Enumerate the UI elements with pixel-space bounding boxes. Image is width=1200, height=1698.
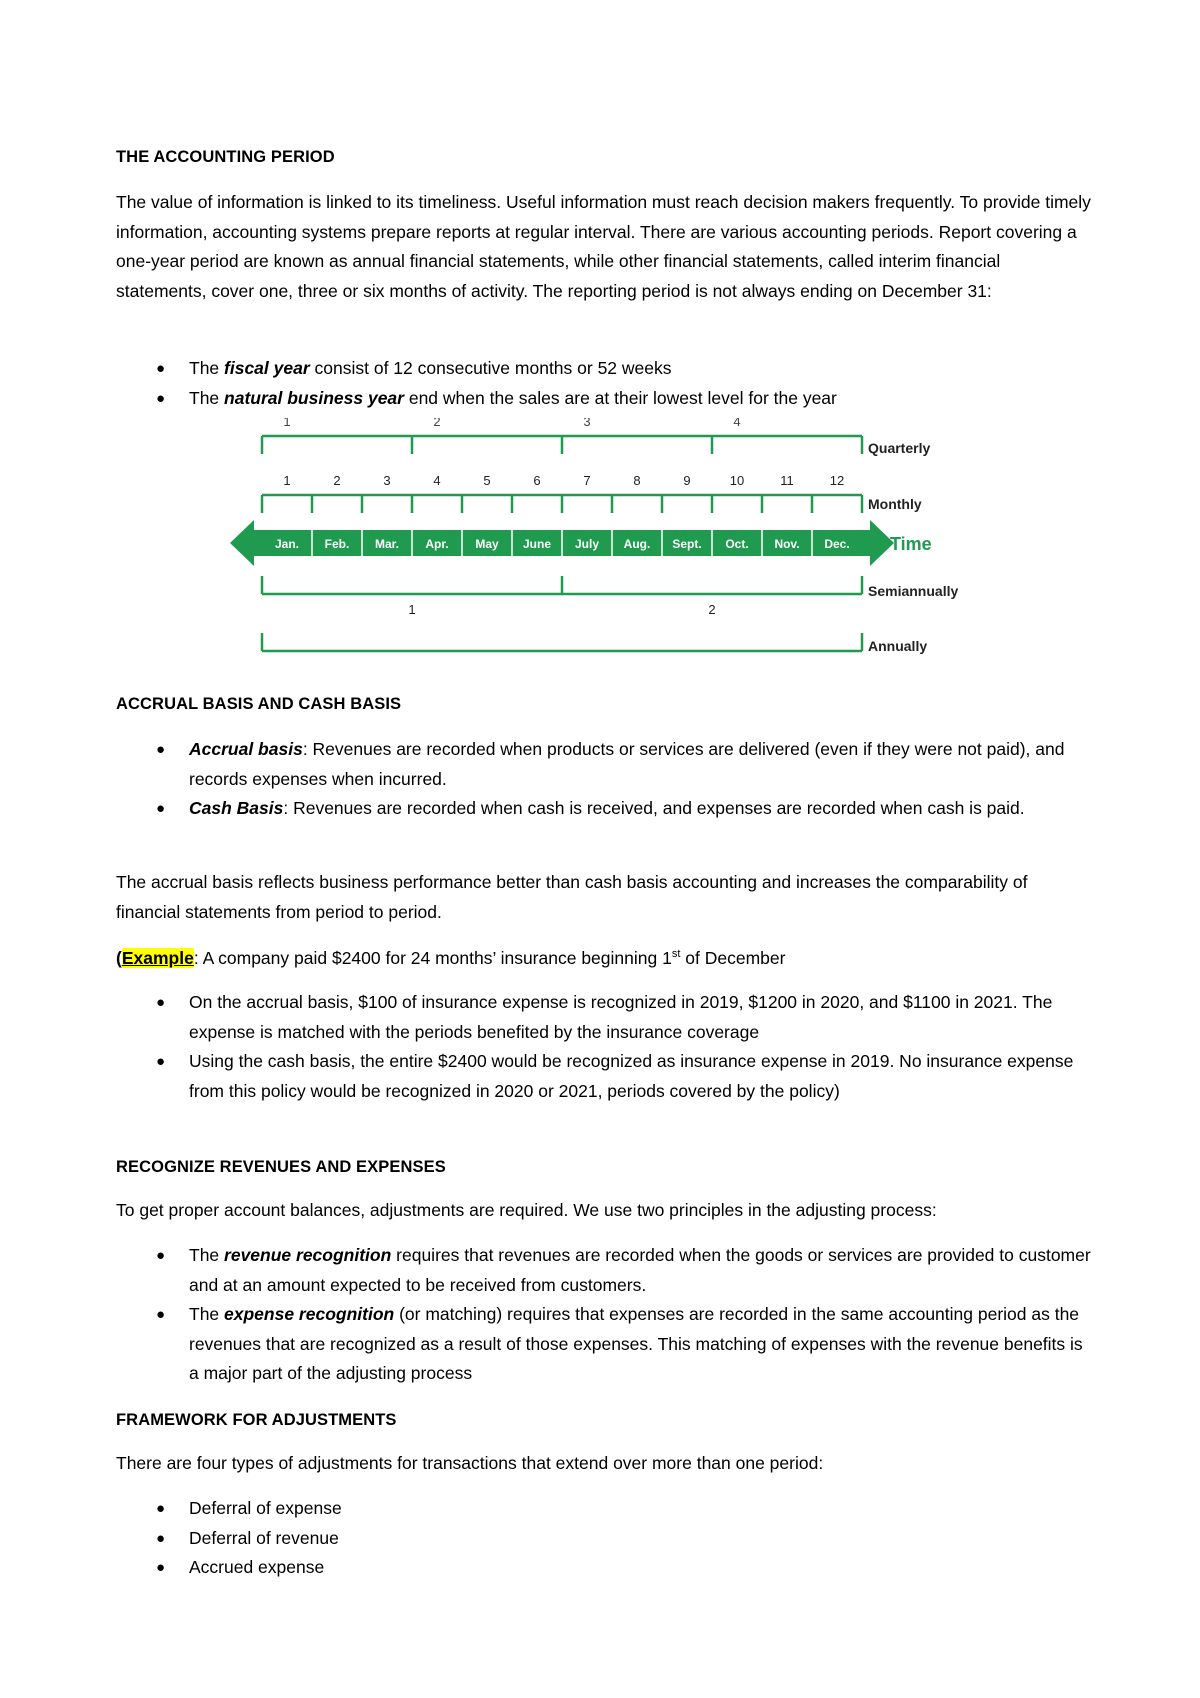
month-label: Aug. <box>623 537 651 551</box>
recognize-paragraph: To get proper account balances, adjustments are required. We use two principles in the adjusting process: <box>116 1200 937 1220</box>
list-item: ● Cash Basis: Revenues are recorded when cash is received, and expenses are recorded when cash is paid. <box>116 794 1096 824</box>
term-revenue-recognition: revenue recognition <box>224 1245 392 1265</box>
term-expense-recognition: expense recognition <box>224 1304 395 1324</box>
month-number-label: 3 <box>383 473 391 488</box>
monthly-bracket <box>262 495 862 513</box>
bullet-icon: ● <box>156 1529 166 1547</box>
month-label: May <box>475 537 499 551</box>
term-accrual-basis: Accrual basis <box>189 739 303 759</box>
month-number-label: 6 <box>533 473 541 488</box>
list-item: ● Using the cash basis, the entire $2400 would be recognized as insurance expense in 2019. No insurance expense from this policy would be recognized in 2020 or 2021, periods covered by the policy) <box>116 1047 1096 1106</box>
example-bullets <box>116 988 1096 1106</box>
month-label: July <box>574 537 600 551</box>
month-number-label: 7 <box>583 473 591 488</box>
month-number-label: 2 <box>333 473 341 488</box>
annually-label: Annually <box>868 638 928 654</box>
quarter-label: 4 <box>733 418 741 429</box>
month-label: Nov. <box>774 537 800 551</box>
month-number-label: 4 <box>433 473 441 488</box>
term-fiscal-year: fiscal year <box>224 358 310 378</box>
half-labels <box>408 602 715 617</box>
month-number-label: 12 <box>829 473 845 488</box>
month-number-label: 9 <box>683 473 691 488</box>
bullet-icon: ● <box>156 389 166 407</box>
quarter-labels <box>283 418 740 429</box>
month-number-label: 10 <box>729 473 745 488</box>
half-label: 1 <box>408 602 416 617</box>
accounting-period-timeline <box>230 418 970 658</box>
accounting-period-bullets <box>116 354 1096 413</box>
accounting-period-paragraph: The value of information is linked to its timeliness. Useful information must reach decision makers frequently. To provide timely information, accounting systems prepare reports at regular interval. There are various accounting periods. Report covering a one-year period are known as annual financial statements, while other financial statements, called interim financial statements, cover one, three or six months of activity. The reporting period is not always ending on December 31: <box>116 192 1091 301</box>
month-label: June <box>522 537 552 551</box>
heading-recognize-revenues-expenses: RECOGNIZE REVENUES AND EXPENSES <box>116 1158 446 1176</box>
month-label: Apr. <box>425 537 449 551</box>
annual-bracket <box>262 633 862 651</box>
list-item: ● Deferral of expense <box>116 1494 1096 1524</box>
adjustment-type-bullets <box>116 1494 1096 1583</box>
month-label: Jan. <box>274 537 300 551</box>
time-label: Time <box>890 534 932 554</box>
month-number-label: 1 <box>283 473 291 488</box>
month-label: Mar. <box>374 537 400 551</box>
bullet-icon: ● <box>156 1306 166 1323</box>
bullet-icon: ● <box>156 360 166 377</box>
month-label: Oct. <box>725 537 749 551</box>
quarter-label: 1 <box>283 418 291 429</box>
bullet-icon: ● <box>156 800 166 817</box>
bullet-icon: ● <box>156 994 166 1011</box>
month-number-labels <box>283 473 844 488</box>
recognition-bullets <box>116 1241 1096 1389</box>
quarter-label: 2 <box>433 418 441 429</box>
heading-accrual-cash-basis: ACCRUAL BASIS AND CASH BASIS <box>116 695 402 713</box>
list-item: ● The natural business year end when the sales are at their lowest level for the year <box>116 384 1096 414</box>
quarterly-label: Quarterly <box>868 440 931 456</box>
list-item: ● Deferral of revenue <box>116 1524 1096 1554</box>
term-natural-business-year: natural business year <box>224 387 404 408</box>
example-line: (Example: A company paid $2400 for 24 months’ insurance beginning 1st of December <box>116 948 786 968</box>
month-label: Feb. <box>324 537 350 551</box>
month-number-label: 11 <box>780 473 794 488</box>
list-item: ● On the accrual basis, $100 of insurance expense is recognized in 2019, $1200 in 2020, and $1100 in 2021. The expense is matched with the periods benefited by the insurance coverage <box>116 988 1096 1047</box>
basis-bullets <box>116 735 1096 824</box>
half-label: 2 <box>708 602 716 617</box>
term-cash-basis: Cash Basis <box>189 798 284 818</box>
list-item: ● Accrual basis: Revenues are recorded when products or services are delivered (even if they were not paid), and records expenses when incurred. <box>116 735 1096 794</box>
framework-paragraph: There are four types of adjustments for transactions that extend over more than one period: <box>116 1453 824 1473</box>
accrual-basis-paragraph: The accrual basis reflects business performance better than cash basis accounting and increases the comparability of financial statements from period to period. <box>116 872 1028 922</box>
quarter-label: 3 <box>583 418 591 429</box>
bullet-icon: ● <box>156 1053 166 1070</box>
semiannual-bracket <box>262 576 862 594</box>
bullet-icon: ● <box>156 1500 166 1517</box>
quarterly-bracket <box>262 436 862 454</box>
month-number-label: 8 <box>633 473 641 488</box>
list-item: ● The fiscal year consist of 12 consecutive months or 52 weeks <box>116 354 1096 384</box>
heading-framework-adjustments: FRAMEWORK FOR ADJUSTMENTS <box>116 1411 397 1429</box>
month-label: Sept. <box>672 537 702 551</box>
month-label: Dec. <box>824 537 850 551</box>
list-item: ● The expense recognition (or matching) requires that expenses are recorded in the same accounting period as the revenues that are recognized as a result of those expenses. This matching of expenses with the revenue benefits is a major part of the adjusting process <box>116 1300 1096 1389</box>
example-highlight: Example <box>121 948 194 968</box>
list-item: ● The revenue recognition requires that revenues are recorded when the goods or services are provided to customer and at an amount expected to be received from customers. <box>116 1241 1096 1300</box>
list-item: ● Accrued expense <box>116 1553 1096 1583</box>
month-number-label: 5 <box>483 473 491 488</box>
bullet-icon: ● <box>156 1559 166 1576</box>
heading-accounting-period: THE ACCOUNTING PERIOD <box>116 148 335 166</box>
bullet-icon: ● <box>156 1247 166 1264</box>
semiannually-label: Semiannually <box>868 583 959 599</box>
monthly-label: Monthly <box>868 496 922 512</box>
bullet-icon: ● <box>156 741 166 758</box>
